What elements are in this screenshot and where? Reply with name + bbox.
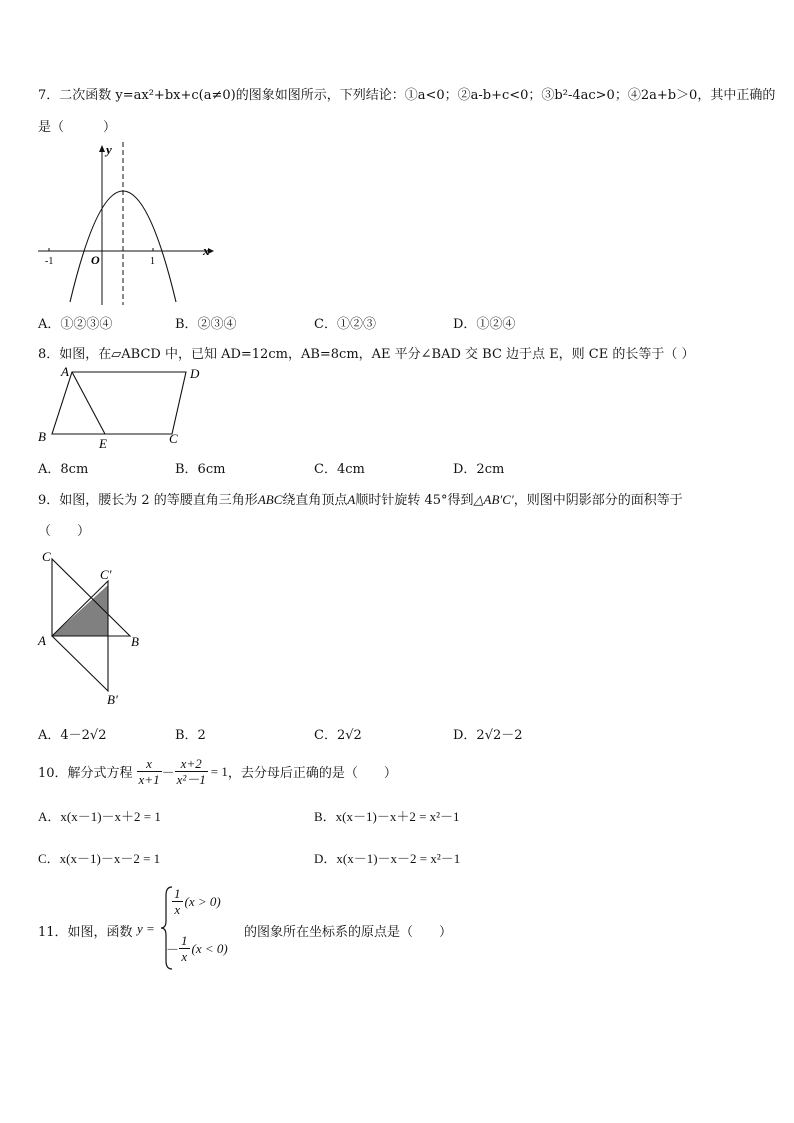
q8-option-d[interactable]: D．2cm	[453, 462, 505, 477]
q10-f1-denominator: x+1	[138, 772, 160, 787]
q9-label-c-prime: C′	[100, 567, 112, 582]
q9-option-d[interactable]: D．2√2－2	[453, 728, 523, 743]
q8-parallelogram-figure	[30, 362, 210, 452]
q11-case2-fraction	[179, 933, 190, 964]
q8-option-a[interactable]: A．8cm	[38, 462, 89, 477]
q10-minus: －	[161, 766, 175, 781]
q8-bisector-ae	[72, 372, 105, 434]
q7-tick-neg1-label: -1	[45, 256, 54, 267]
q8-stem: 8．如图，在▱ABCD 中，已知 AD=12cm，AB=8cm，AE 平分∠BAD 交 BC 边于点 E，则 CE 的长等于（ ）	[38, 347, 695, 362]
q9-label-c: C	[42, 549, 51, 564]
q8-label-c: C	[169, 431, 178, 446]
q9-stem-line1	[38, 489, 683, 508]
q8-parallelogram-abcd	[52, 372, 186, 434]
q8-label-a: A	[61, 364, 69, 379]
q10-fraction-1	[137, 756, 162, 787]
q11-case2-sign: －	[166, 943, 180, 958]
q8-label-d: D	[190, 366, 200, 381]
q10-stem	[38, 756, 397, 787]
q9-stem-part-c: 顺时针旋转 45°得到	[355, 493, 474, 508]
q9-stem-part-d: ，则图中阴影部分的面积等于	[513, 493, 683, 508]
q9-label-b: B	[131, 634, 139, 649]
q8-option-b[interactable]: B．6cm	[175, 462, 226, 477]
q9-rotated-triangle: △AB′C′	[473, 492, 514, 507]
q11-case-1	[172, 886, 221, 917]
q11-suffix: 的图象所在坐标系的原点是（ ）	[244, 925, 453, 940]
q11-case1-fraction	[172, 886, 183, 917]
q9-stem-part-b: 绕直角顶点	[282, 493, 348, 508]
q11-case1-denominator: x	[174, 902, 181, 917]
q7-tick-1-label: 1	[150, 256, 155, 267]
q7-option-a[interactable]: A．①②③④	[38, 317, 113, 332]
q9-option-b[interactable]: B．2	[175, 728, 206, 743]
q7-parabola-graph	[30, 140, 220, 305]
q10-option-c[interactable]: C．x(x－1)－x－2 = 1	[38, 851, 161, 866]
q11-case1-condition: (x > 0)	[184, 893, 221, 909]
q10-prefix: 10．解分式方程	[38, 766, 133, 781]
q10-f2-numerator: x+2	[175, 756, 208, 772]
q7-stem-line2: 是（ ）	[38, 120, 117, 135]
q7-option-c[interactable]: C．①②③	[314, 317, 376, 332]
q10-fraction-2	[175, 756, 208, 787]
q9-stem-part-a: 9．如图，腰长为 2 的等腰直角三角形	[38, 493, 258, 508]
q10-option-d[interactable]: D．x(x－1)－x－2 = x²－1	[314, 851, 461, 866]
q11-case2-condition: (x < 0)	[191, 940, 228, 956]
q9-stem-line2: （ ）	[38, 524, 91, 539]
q10-option-a[interactable]: A．x(x－1)－x＋2 = 1	[38, 809, 161, 824]
q10-suffix: ，去分母后正确的是（ ）	[227, 766, 397, 781]
q7-option-d[interactable]: D．①②④	[453, 317, 516, 332]
q9-label-a: A	[38, 633, 46, 648]
q11-case-2	[166, 933, 228, 964]
q7-y-arrow	[99, 145, 105, 152]
q11-y-equals: y =	[137, 921, 155, 936]
q10-option-b[interactable]: B．x(x－1)－x＋2 = x²－1	[314, 809, 460, 824]
q8-label-e: E	[99, 436, 107, 451]
q8-option-c[interactable]: C．4cm	[314, 462, 365, 477]
q9-triangle-abc: ABC	[257, 492, 283, 507]
q9-option-c[interactable]: C．2√2	[314, 728, 362, 743]
q7-y-label: y	[106, 142, 112, 157]
q9-rotation-figure	[30, 545, 150, 710]
q11-case2-denominator: x	[181, 949, 188, 964]
q8-label-b: B	[38, 429, 46, 444]
q11-case1-numerator: 1	[174, 886, 181, 901]
q10-f2-denominator: x²－1	[176, 772, 206, 787]
q9-label-b-prime: B′	[107, 692, 118, 707]
q11-prefix: 11．如图，函数	[38, 925, 133, 940]
q11-case2-numerator: 1	[181, 933, 188, 948]
q7-x-label: x	[203, 243, 210, 258]
q7-origin-label: O	[91, 253, 100, 267]
q10-equals-one: = 1	[210, 763, 228, 779]
q7-option-b[interactable]: B．②③④	[175, 317, 237, 332]
q7-stem-line1: 7．二次函数 y=ax²+bx+c(a≠0)的图象如图所示，下列结论：①a<0；②a-b+c<0；③b²-4ac>0；④2a+b＞0，其中正确的	[38, 88, 776, 103]
q9-vertex-a: A	[347, 492, 356, 507]
q9-option-a[interactable]: A．4－2√2	[38, 728, 107, 743]
q10-f1-numerator: x	[137, 756, 162, 772]
